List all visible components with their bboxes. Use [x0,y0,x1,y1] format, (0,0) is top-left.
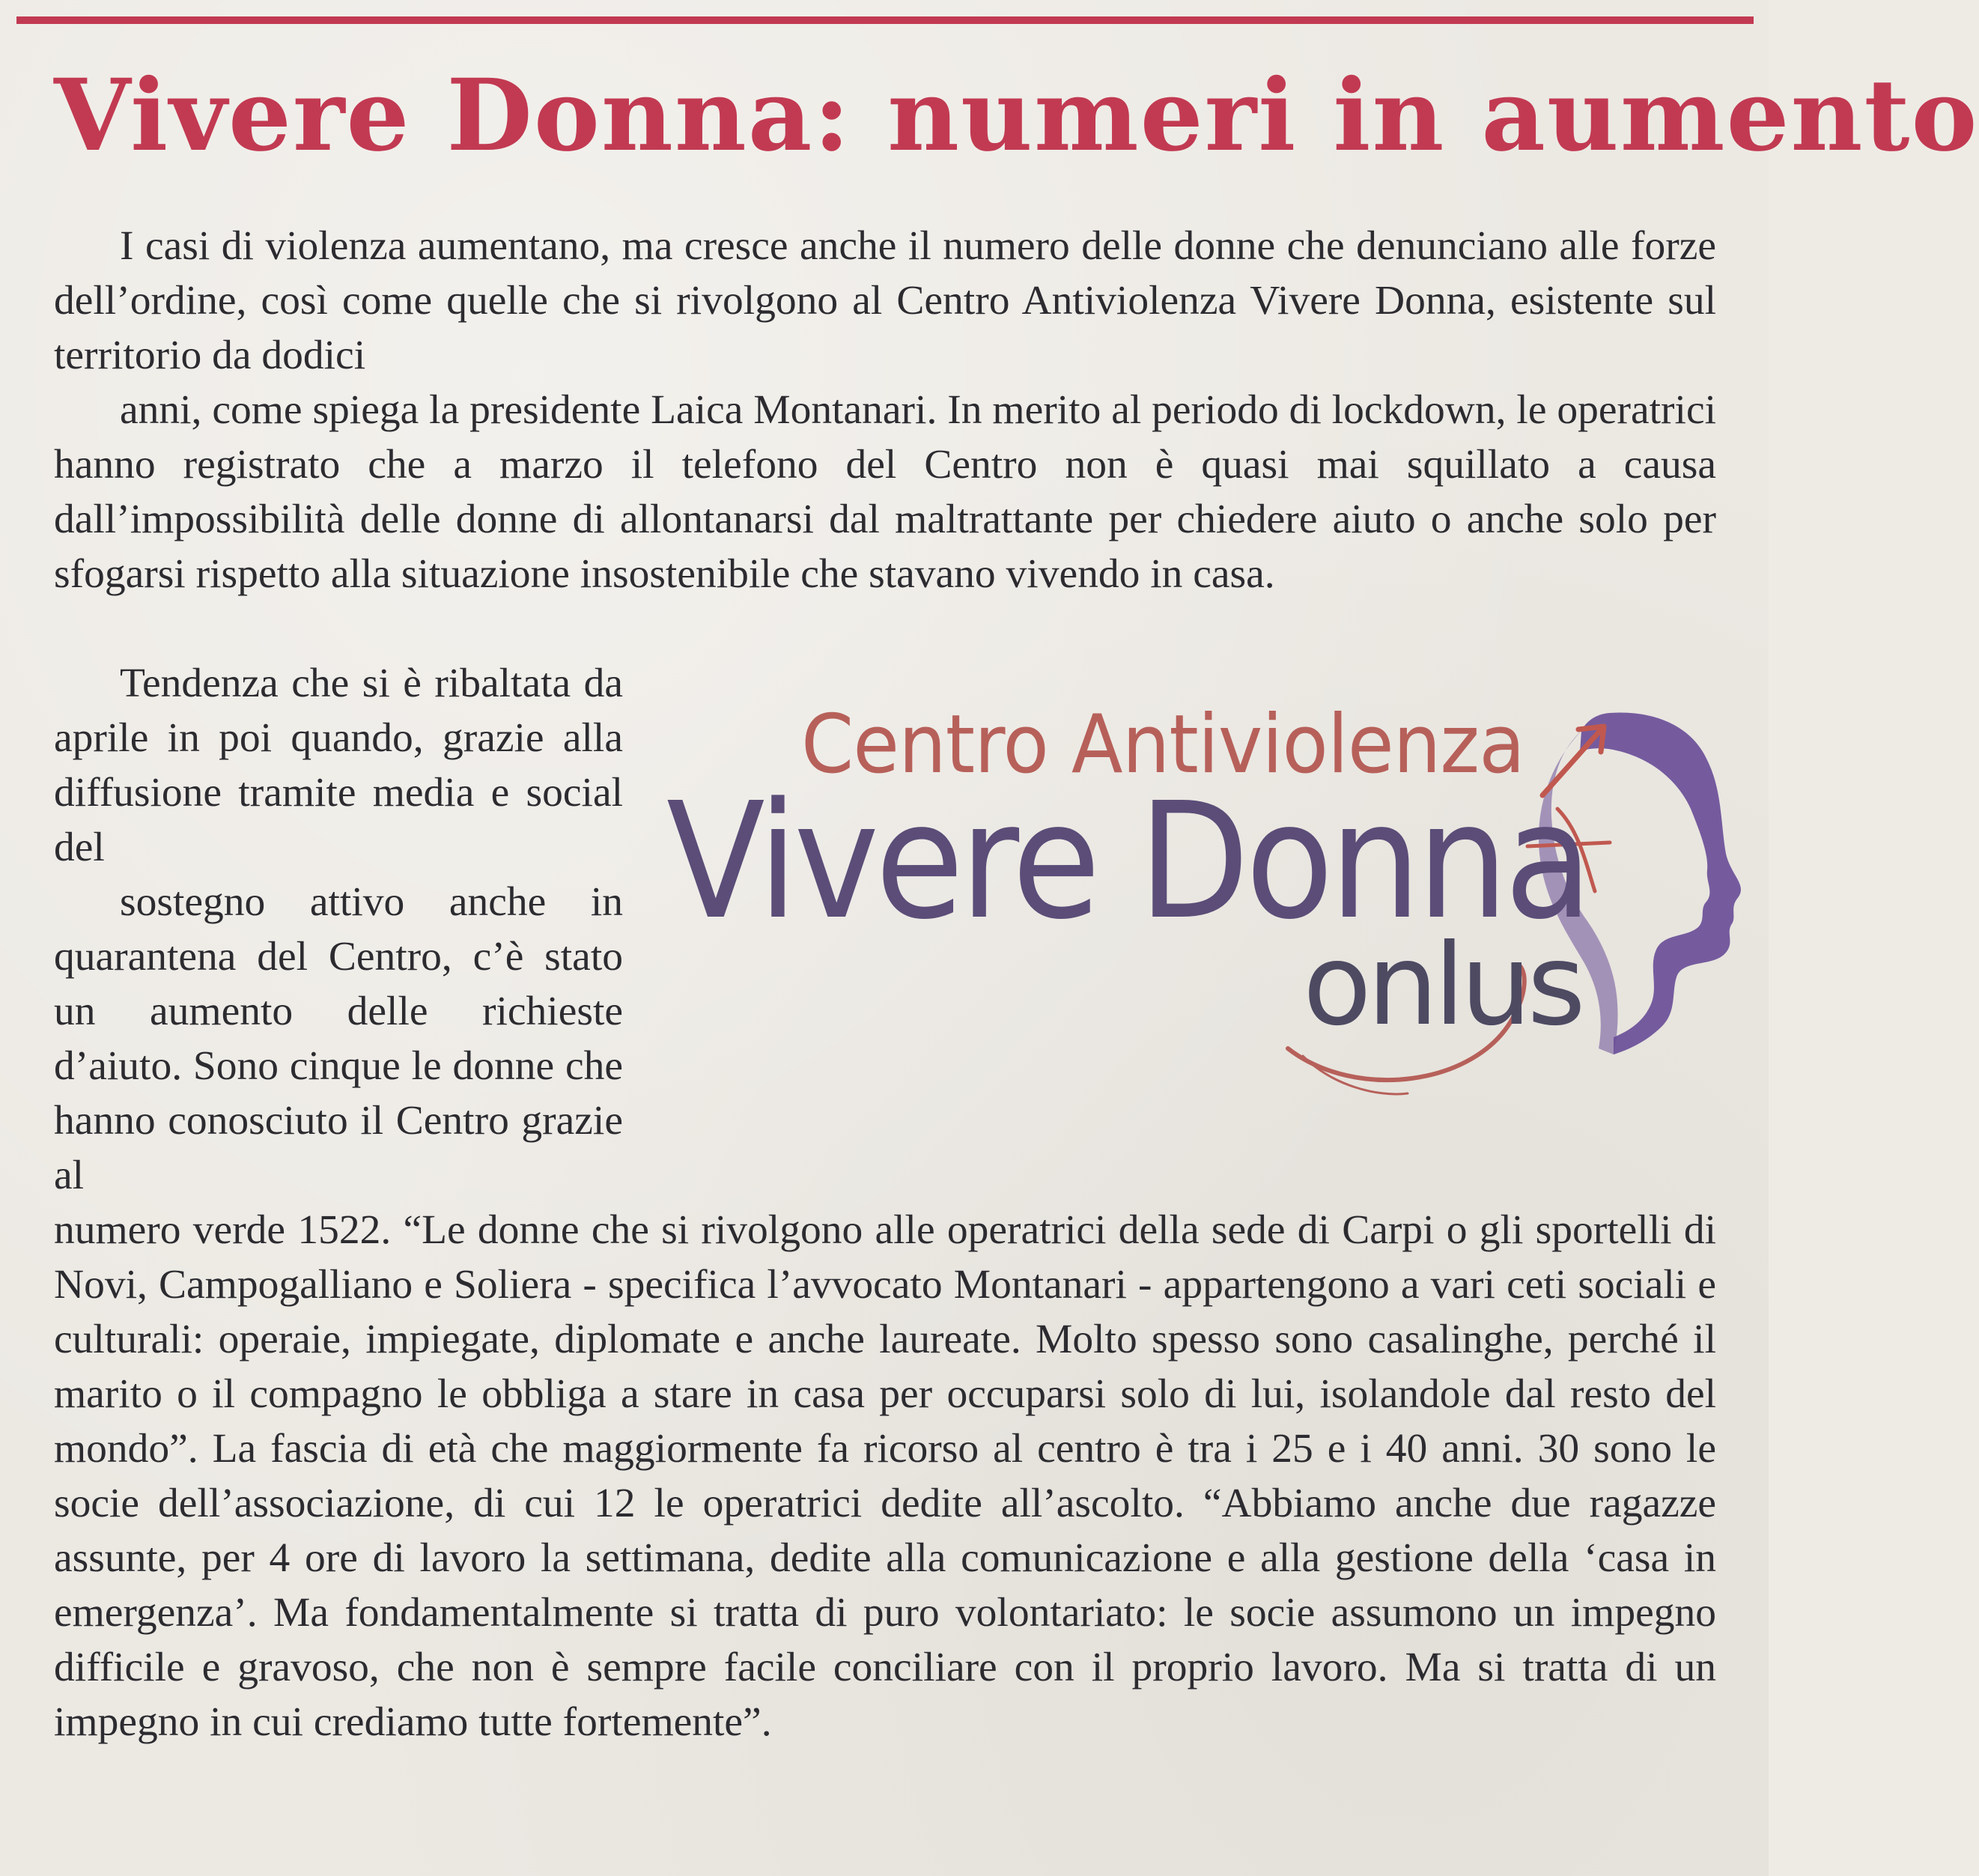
top-rule [16,16,1754,24]
article-left-column [54,656,623,1203]
paragraph-3: Tendenza che si è ribaltata da aprile in poi quando, grazie alla diffusione tramite media e social del [54,661,623,870]
article-headline: Vivere Donna: numeri in aumento [54,58,1979,174]
logo-line-centro-antiviolenza: Centro Antiviolenza [801,698,1524,792]
logo-line-onlus: onlus [1303,920,1581,1051]
centro-antiviolenza-logo [659,696,1730,1116]
paragraph-4-continued: numero verde 1522. “Le donne che si rivolgono alle operatrici della sede di Carpi o gli sportelli di Novi, Campogalliano e Soliera - specifica l’avvocato Montanari - appartengono a vari ceti sociali e culturali: operaie, impiegate, diplomate e anche laureate. Molto spesso sono casalinghe, perché il marito o il compagno le obbliga a stare in casa per occuparsi solo di lui, isolandole dal resto del mondo”. La fascia di età che maggiormente fa ricorso al centro è tra i 25 e i 40 anni. 30 sono le socie dell’associazione, di cui 12 le operatrici dedite all’ascolto. “Abbiamo anche due ragazze assunte, per 4 ore di lavoro la settimana, dedite alla comunicazione e alla gestione della ‘casa in emergenza’. Ma fondamentalmente si tratta di puro volontariato: le socie assumono un impegno difficile e gravoso, che non è sempre facile conciliare con il proprio lavoro. Ma si tratta di un impegno in cui crediamo tutte fortemente”. [54,1207,1716,1745]
paragraph-2: anni, come spiega la presidente Laica Montanari. In merito al periodo di lockdown, le operatrici hanno registrato che a marzo il telefono del Centro non è quasi mai squillato a causa dall’impossibilità delle donne di allontanarsi dal maltrattante per chiedere aiuto o anche solo per sfogarsi rispetto alla situazione insostenibile che stavano vivendo in casa. [54,387,1716,597]
article-intro [54,219,1716,601]
paragraph-1: I casi di violenza aumentano, ma cresce anche il numero delle donne che denunciano alle forze dell’ordine, così come quelle che si rivolgono al Centro Antiviolenza Vivere Donna, esistente sul territorio da dodici [54,223,1716,378]
article-continuation [54,1203,1716,1749]
paragraph-4-start: sostegno attivo anche in quarantena del Centro, c’è stato un aumento delle richieste d’aiuto. Sono cinque le donne che hanno conosciuto il Centro grazie al [54,879,623,1198]
logo-line-vivere-donna: Vivere Donna [666,768,1589,955]
